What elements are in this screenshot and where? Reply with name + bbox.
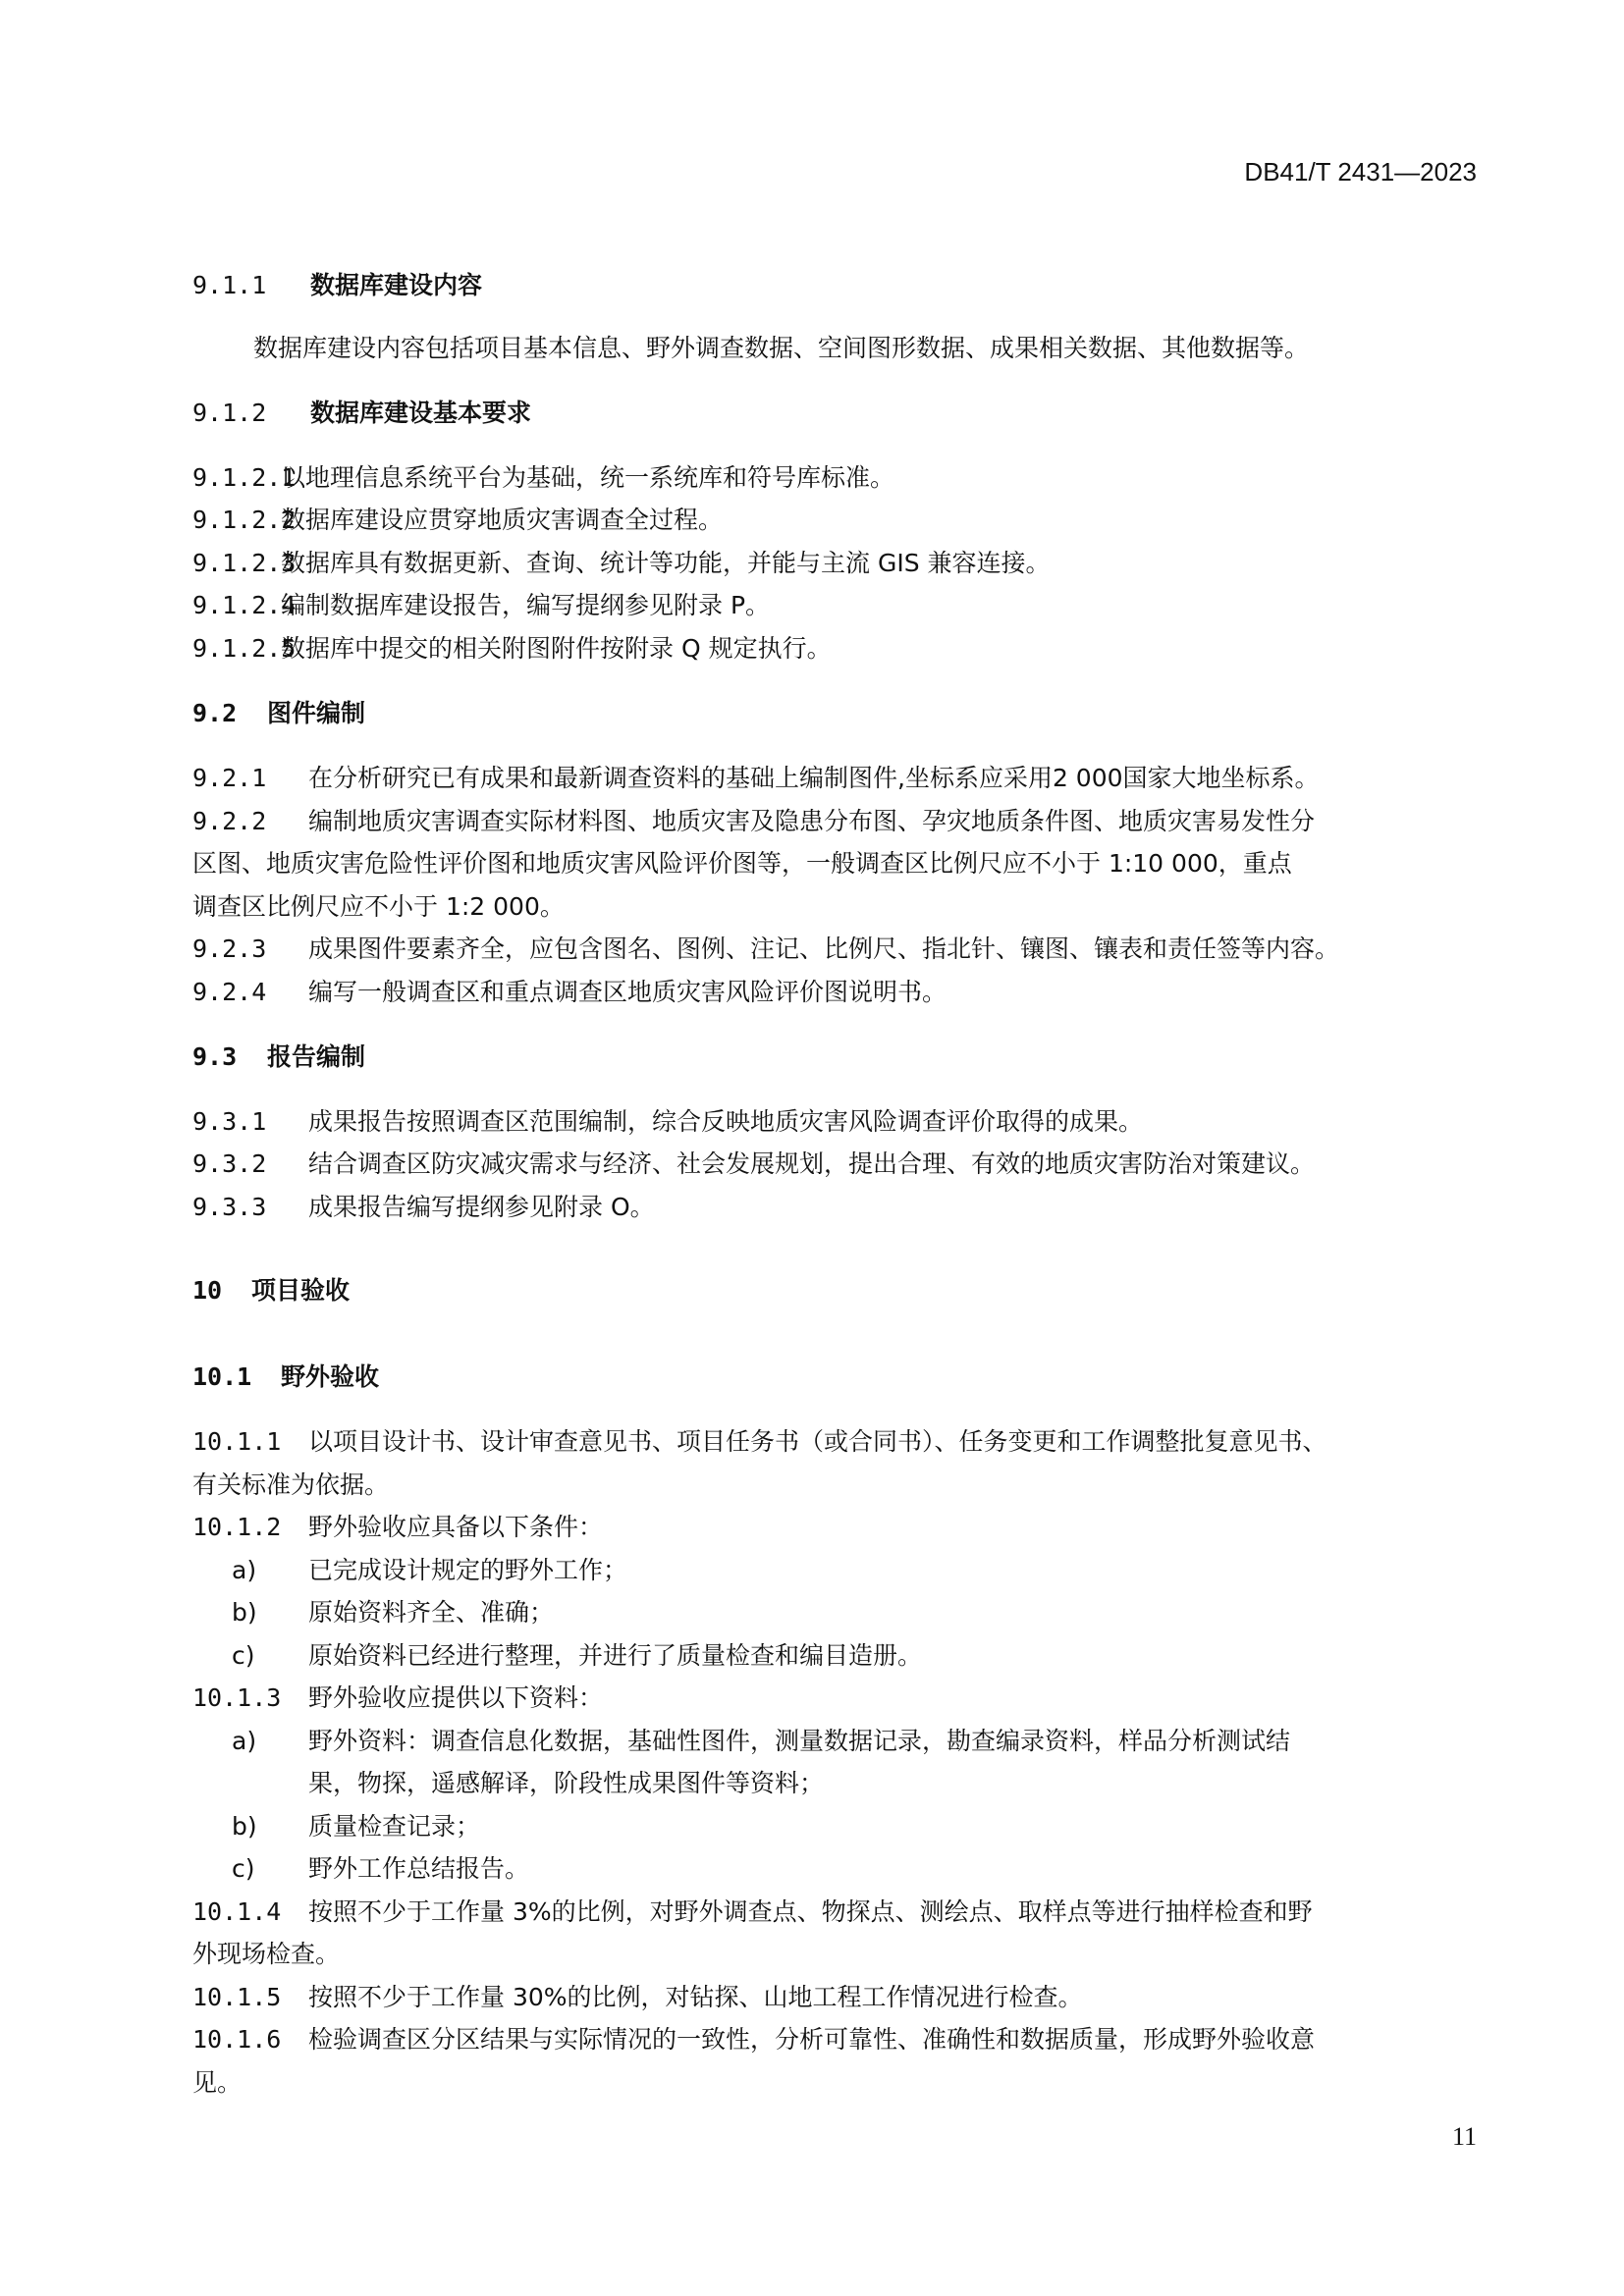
clause-number: 9.1.2.3 <box>192 549 297 577</box>
clause-text-line: 按照不少于工作量 3%的比例，对野外调查点、物探点、测绘点、取样点等进行抽样检查和野 <box>308 1897 1313 1926</box>
clause-9-1-2-2 <box>192 504 723 537</box>
section-number: 9.3 <box>192 1042 238 1071</box>
clause-number: 9.3.3 <box>192 1193 267 1221</box>
clause-number: 10.1.5 <box>192 1983 282 2011</box>
clause-text: 结合调查区防灾减灾需求与经济、社会发展规划，提出合理、有效的地质灾害防治对策建议。 <box>308 1149 1316 1178</box>
paragraph: 数据库建设内容包括项目基本信息、野外调查数据、空间图形数据、成果相关数据、其他数据等。 <box>253 334 1310 362</box>
clause-continuation: 区图、地质灾害危险性评价图和地质灾害风险评价图等，一般调查区比例尺应不小于 1:10 000，重点 <box>192 849 1292 878</box>
list-item <box>232 1852 529 1886</box>
clause-9-3-3 <box>192 1191 655 1224</box>
clause-number: 9.2.1 <box>192 764 267 792</box>
clause-9-2-2 <box>192 805 1315 838</box>
clause-text: 数据库具有数据更新、查询、统计等功能，并能与主流 GIS 兼容连接。 <box>281 549 1051 577</box>
clause-9-1-2-4 <box>192 589 770 622</box>
list-item <box>232 1725 1290 1758</box>
clause-number: 10.1.6 <box>192 2025 282 2054</box>
section-number: 9.1.1 <box>192 271 267 299</box>
clause-text: 野外验收应提供以下资料： <box>308 1683 604 1712</box>
section-heading-9-2 <box>192 697 365 730</box>
list-item-text: 原始资料已经进行整理，并进行了质量检查和编目造册。 <box>308 1641 923 1670</box>
clause-text: 野外验收应具备以下条件： <box>308 1513 604 1541</box>
clause-text: 以地理信息系统平台为基础，统一系统库和符号库标准。 <box>281 463 895 492</box>
clause-continuation: 调查区比例尺应不小于 1:2 000。 <box>192 892 565 921</box>
list-item <box>232 1596 554 1629</box>
section-heading-9-1-1 <box>192 269 482 302</box>
section-title: 数据库建设内容 <box>310 271 483 299</box>
clause-number: 9.2.3 <box>192 934 267 963</box>
section-number: 9.2 <box>192 699 238 727</box>
clause-9-3-1 <box>192 1105 1143 1139</box>
list-item-text: 已完成设计规定的野外工作； <box>308 1556 628 1584</box>
page-number: 11 <box>1451 2122 1477 2151</box>
section-number: 10.1 <box>192 1362 252 1391</box>
chapter-title: 项目验收 <box>251 1276 351 1305</box>
clause-9-2-4 <box>192 976 947 1009</box>
clause-text: 编写一般调查区和重点调查区地质灾害风险评价图说明书。 <box>308 978 947 1006</box>
clause-10-1-5 <box>192 1981 1083 2014</box>
clause-text: 数据库建设应贯穿地质灾害调查全过程。 <box>281 506 724 534</box>
clause-10-1-2 <box>192 1511 603 1544</box>
clause-10-1-3 <box>192 1682 603 1715</box>
list-item-text: 原始资料齐全、准确； <box>308 1598 555 1627</box>
section-heading-10-1 <box>192 1361 379 1394</box>
clause-10-1-4 <box>192 1896 1313 1929</box>
section-title: 野外验收 <box>281 1362 380 1391</box>
clause-9-3-2 <box>192 1148 1315 1181</box>
clause-text: 按照不少于工作量 30%的比例，对钻探、山地工程工作情况进行检查。 <box>308 1983 1083 2011</box>
clause-number: 9.3.2 <box>192 1149 267 1178</box>
list-item <box>232 1639 922 1673</box>
clause-text: 数据库中提交的相关附图附件按附录 Q 规定执行。 <box>281 634 832 663</box>
clause-9-2-1 <box>192 762 1320 795</box>
clause-number: 9.1.2.1 <box>192 463 297 492</box>
clause-text: 在分析研究已有成果和最新调查资料的基础上编制图件,坐标系应采用2 000国家大地坐标系。 <box>308 764 1320 792</box>
clause-number: 10.1.3 <box>192 1683 282 1712</box>
clause-number: 10.1.4 <box>192 1897 282 1926</box>
section-heading-9-1-2 <box>192 397 531 430</box>
list-item <box>232 1554 627 1587</box>
list-item-label: a) <box>232 1727 257 1755</box>
clause-9-2-3 <box>192 933 1339 966</box>
list-item-text: 质量检查记录； <box>308 1812 481 1841</box>
section-heading-9-3 <box>192 1041 365 1074</box>
list-item-continuation: 果，物探，遥感解译，阶段性成果图件等资料； <box>308 1769 825 1797</box>
clause-text-line: 以项目设计书、设计审查意见书、项目任务书（或合同书）、任务变更和工作调整批复意见书、 <box>308 1427 1327 1456</box>
clause-continuation: 外现场检查。 <box>192 1940 341 1968</box>
clause-number: 9.1.2.2 <box>192 506 297 534</box>
document-code: DB41/T 2431—2023 <box>1244 157 1477 187</box>
clause-10-1-1 <box>192 1425 1327 1459</box>
chapter-number: 10 <box>192 1276 223 1305</box>
clause-10-1-6 <box>192 2023 1315 2056</box>
section-title: 报告编制 <box>267 1042 366 1071</box>
clause-number: 10.1.1 <box>192 1427 282 1456</box>
clause-9-1-2-1 <box>192 461 894 495</box>
section-title: 图件编制 <box>267 699 366 727</box>
clause-number: 9.1.2.4 <box>192 591 297 619</box>
clause-number: 9.3.1 <box>192 1107 267 1136</box>
clause-text-line: 编制地质灾害调查实际材料图、地质灾害及隐患分布图、孕灾地质条件图、地质灾害易发性分 <box>308 807 1316 835</box>
clause-text: 成果报告按照调查区范围编制，综合反映地质灾害风险调查评价取得的成果。 <box>308 1107 1144 1136</box>
list-item <box>232 1810 480 1843</box>
clause-text-line: 检验调查区分区结果与实际情况的一致性，分析可靠性、准确性和数据质量，形成野外验收意 <box>308 2025 1316 2054</box>
clause-9-1-2-5 <box>192 632 832 666</box>
clause-number: 9.2.4 <box>192 978 267 1006</box>
clause-9-1-2-3 <box>192 547 1051 580</box>
list-item-label: a) <box>232 1556 257 1584</box>
clause-number: 10.1.2 <box>192 1513 282 1541</box>
clause-number: 9.2.2 <box>192 807 267 835</box>
list-item-label: c) <box>232 1854 255 1883</box>
clause-number: 9.1.2.5 <box>192 634 297 663</box>
clause-continuation: 有关标准为依据。 <box>192 1470 390 1499</box>
clause-continuation: 见。 <box>192 2068 243 2097</box>
list-item-label: b) <box>232 1812 257 1841</box>
chapter-heading-10 <box>192 1274 350 1308</box>
list-item-label: b) <box>232 1598 257 1627</box>
clause-text: 编制数据库建设报告，编写提纲参见附录 P。 <box>281 591 771 619</box>
section-number: 9.1.2 <box>192 399 267 427</box>
clause-text: 成果图件要素齐全，应包含图名、图例、注记、比例尺、指北针、镶图、镶表和责任签等内容。 <box>308 934 1340 963</box>
list-item-label: c) <box>232 1641 255 1670</box>
list-item-text: 野外工作总结报告。 <box>308 1854 530 1883</box>
list-item-text: 野外资料：调查信息化数据，基础性图件，测量数据记录，勘查编录资料，样品分析测试结 <box>308 1727 1291 1755</box>
section-title: 数据库建设基本要求 <box>310 399 532 427</box>
clause-text: 成果报告编写提纲参见附录 O。 <box>308 1193 655 1221</box>
